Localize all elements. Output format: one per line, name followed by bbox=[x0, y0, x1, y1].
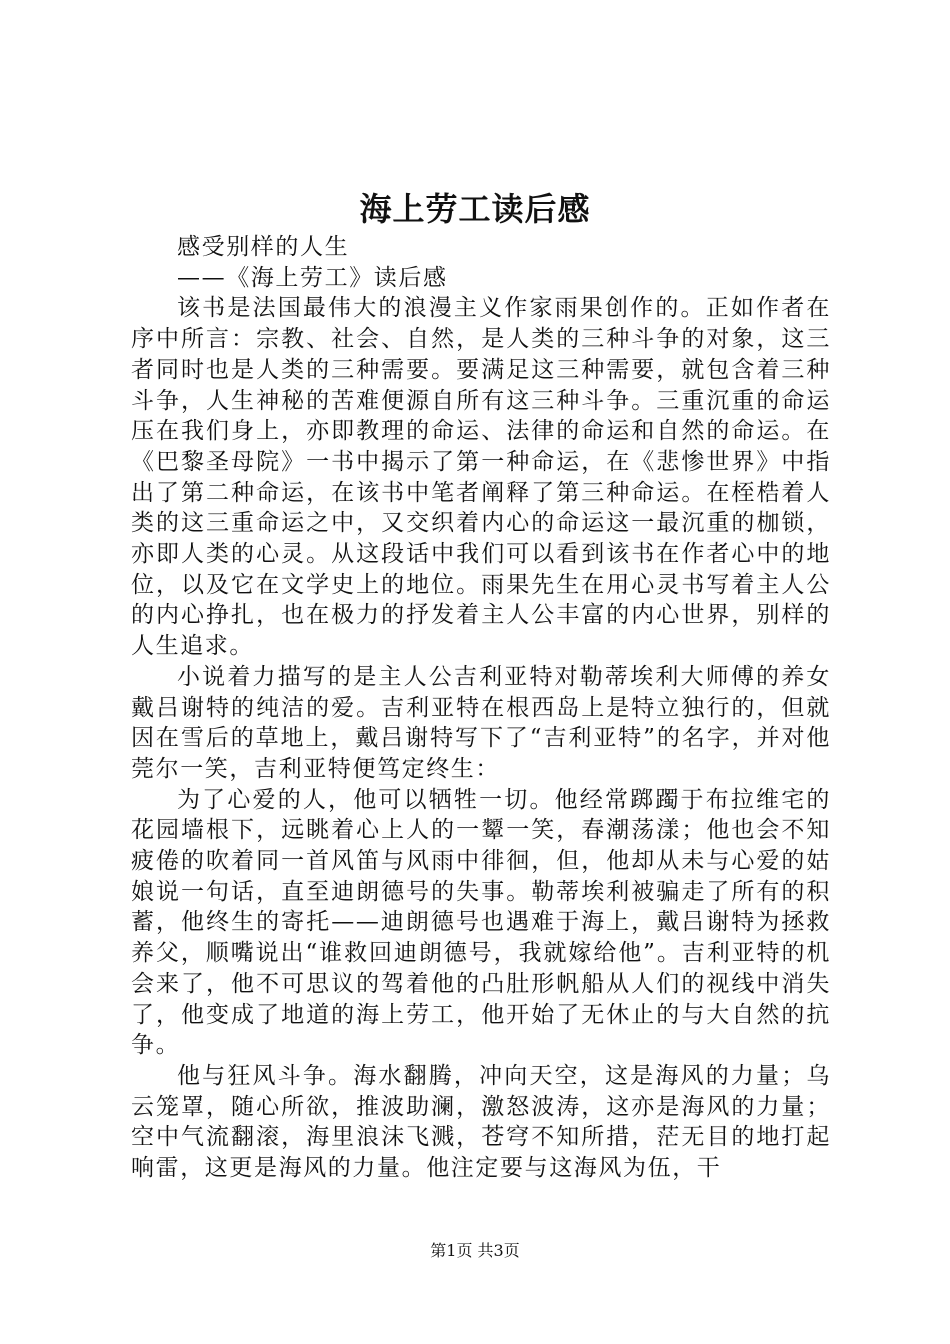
body-paragraph: 他与狂风斗争。海水翻腾，冲向天空，这是海风的力量；乌云笼罩，随心所欲，推波助澜，激怒波涛，这亦是海风的力量；空中气流翻滚，海里浪沫飞溅，苍穹不知所措，茫无目的地打起响雷，这更是海风的力量。他注定要与这海风为伍，干 bbox=[131, 1062, 831, 1182]
body-paragraph: 该书是法国最伟大的浪漫主义作家雨果创作的。正如作者在序中所言：宗教、社会、自然，是人类的三种斗争的对象，这三者同时也是人类的三种需要。要满足这三种需要，就包含着三种斗争，人生神秘的苦难便源自所有这三种斗争。三重沉重的命运压在我们身上，亦即教理的命运、法律的命运和自然的命运。在《巴黎圣母院》一书中揭示了第一种命运，在《悲惨世界》中指出了第二种命运，在该书中笔者阐释了第三种命运。在桎梏着人类的这三重命运之中，又交织着内心的命运这一最沉重的枷锁，亦即人类的心灵。从这段话中我们可以看到该书在作者心中的地位，以及它在文学史上的地位。雨果先生在用心灵书写着主人公的内心挣扎，也在极力的抒发着主人公丰富的内心世界，别样的人生追求。 bbox=[131, 295, 831, 660]
document-title: 海上劳工读后感 bbox=[359, 190, 591, 228]
subtitle-line: ——《海上劳工》读后感 bbox=[177, 264, 448, 291]
subtitle-line: 感受别样的人生 bbox=[177, 234, 350, 260]
page-footer: 第1页 共3页 bbox=[430, 1241, 520, 1260]
body-paragraph: 小说着力描写的是主人公吉利亚特对勒蒂埃利大师傅的养女戴吕谢特的纯洁的爱。吉利亚特在根西岛上是特立独行的，但就因在雪后的草地上，戴吕谢特写下了“吉利亚特”的名字，并对他莞尔一笑，吉利亚特便笃定终生： bbox=[131, 663, 831, 782]
document-body bbox=[131, 232, 831, 1184]
body-paragraph: 为了心爱的人，他可以牺牲一切。他经常踯躅于布拉维宅的花园墙根下，远眺着心上人的一颦一笑，春潮荡漾；他也会不知疲倦的吹着同一首风笛与风雨中徘徊，但，他却从未与心爱的姑娘说一句话，直至迪朗德号的失事。勒蒂埃利被骗走了所有的积蓄，他终生的寄托——迪朗德号也遇难于海上，戴吕谢特为拯救养父，顺嘴说出“谁救回迪朗德号，我就嫁给他”。吉利亚特的机会来了，他不可思议的驾着他的凸肚形帆船从人们的视线中消失了，他变成了地道的海上劳工，他开始了无休止的与大自然的抗争。 bbox=[131, 786, 831, 1059]
